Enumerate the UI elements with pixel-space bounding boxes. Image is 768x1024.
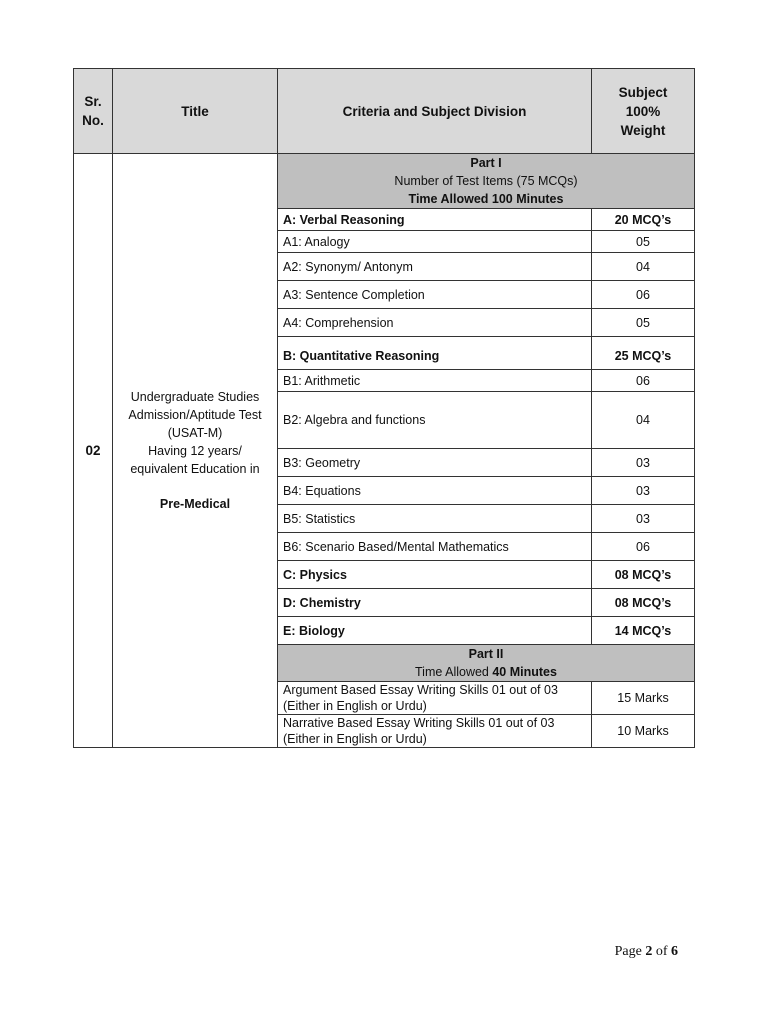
section-c-label: C: Physics <box>278 561 592 589</box>
essay-line: (Either in English or Urdu) <box>283 732 427 746</box>
row-weight: 05 <box>592 231 695 253</box>
page-current: 2 <box>645 944 653 959</box>
section-a-label: A: Verbal Reasoning <box>278 209 592 231</box>
row-label: B6: Scenario Based/Mental Mathematics <box>278 533 592 561</box>
essay-line: Narrative Based Essay Writing Skills 01 out of 03 <box>283 716 555 730</box>
table-header-row <box>74 69 695 154</box>
header-criteria: Criteria and Subject Division <box>278 69 592 154</box>
sr-no-cell: 02 <box>74 154 113 748</box>
title-line: Undergraduate Studies <box>130 390 260 404</box>
row-weight: 04 <box>592 253 695 281</box>
row-weight: 03 <box>592 477 695 505</box>
row-label: B3: Geometry <box>278 449 592 477</box>
header-weight: Subject 100% Weight <box>592 69 695 154</box>
row-weight: 06 <box>592 281 695 309</box>
row-weight: 05 <box>592 309 695 337</box>
row-label: A1: Analogy <box>278 231 592 253</box>
header-title: Title <box>113 69 278 154</box>
part2-time-value: 40 Minutes <box>492 665 557 679</box>
essay-line: Argument Based Essay Writing Skills 01 out of 03 <box>283 683 558 697</box>
row-label: B1: Arithmetic <box>278 370 592 392</box>
section-d-weight: 08 MCQ’s <box>592 589 695 617</box>
title-line: Having 12 years/ <box>148 444 242 458</box>
page-number <box>615 944 678 960</box>
criteria-table <box>73 68 695 748</box>
row-weight: 03 <box>592 505 695 533</box>
section-d-label: D: Chemistry <box>278 589 592 617</box>
section-b-weight: 25 MCQ’s <box>592 337 695 370</box>
part2-time <box>283 663 689 681</box>
essay-label <box>278 682 592 715</box>
part2-header <box>278 645 695 682</box>
row-weight: 06 <box>592 370 695 392</box>
part1-header <box>278 154 695 209</box>
essay-weight: 15 Marks <box>592 682 695 715</box>
row-label: B2: Algebra and functions <box>278 392 592 449</box>
section-e-weight: 14 MCQ’s <box>592 617 695 645</box>
part2-time-prefix: Time Allowed <box>415 665 493 679</box>
part1-items: Number of Test Items (75 MCQs) <box>394 174 578 188</box>
row-label: A3: Sentence Completion <box>278 281 592 309</box>
row-label: A4: Comprehension <box>278 309 592 337</box>
page-total: 6 <box>671 944 678 959</box>
row-weight: 04 <box>592 392 695 449</box>
header-sr-no: Sr. No. <box>74 69 113 154</box>
page-middle: of <box>652 944 671 959</box>
essay-weight: 10 Marks <box>592 715 695 748</box>
part1-header-row <box>74 154 695 209</box>
row-weight: 06 <box>592 533 695 561</box>
title-cell <box>113 154 278 748</box>
title-line: equivalent Education in <box>130 462 260 476</box>
row-weight: 03 <box>592 449 695 477</box>
section-e-label: E: Biology <box>278 617 592 645</box>
row-label: B4: Equations <box>278 477 592 505</box>
section-a-weight: 20 MCQ’s <box>592 209 695 231</box>
title-line: (USAT-M) <box>167 426 223 440</box>
part1-title: Part I <box>470 156 502 170</box>
part1-time: Time Allowed 100 Minutes <box>408 192 564 206</box>
title-line: Admission/Aptitude Test <box>128 408 262 422</box>
section-b-label: B: Quantitative Reasoning <box>278 337 592 370</box>
row-label: A2: Synonym/ Antonym <box>278 253 592 281</box>
section-c-weight: 08 MCQ’s <box>592 561 695 589</box>
essay-label <box>278 715 592 748</box>
page-prefix: Page <box>614 944 646 959</box>
essay-line: (Either in English or Urdu) <box>283 699 427 713</box>
part2-title: Part II <box>468 647 504 661</box>
title-program: Pre-Medical <box>159 497 231 511</box>
row-label: B5: Statistics <box>278 505 592 533</box>
